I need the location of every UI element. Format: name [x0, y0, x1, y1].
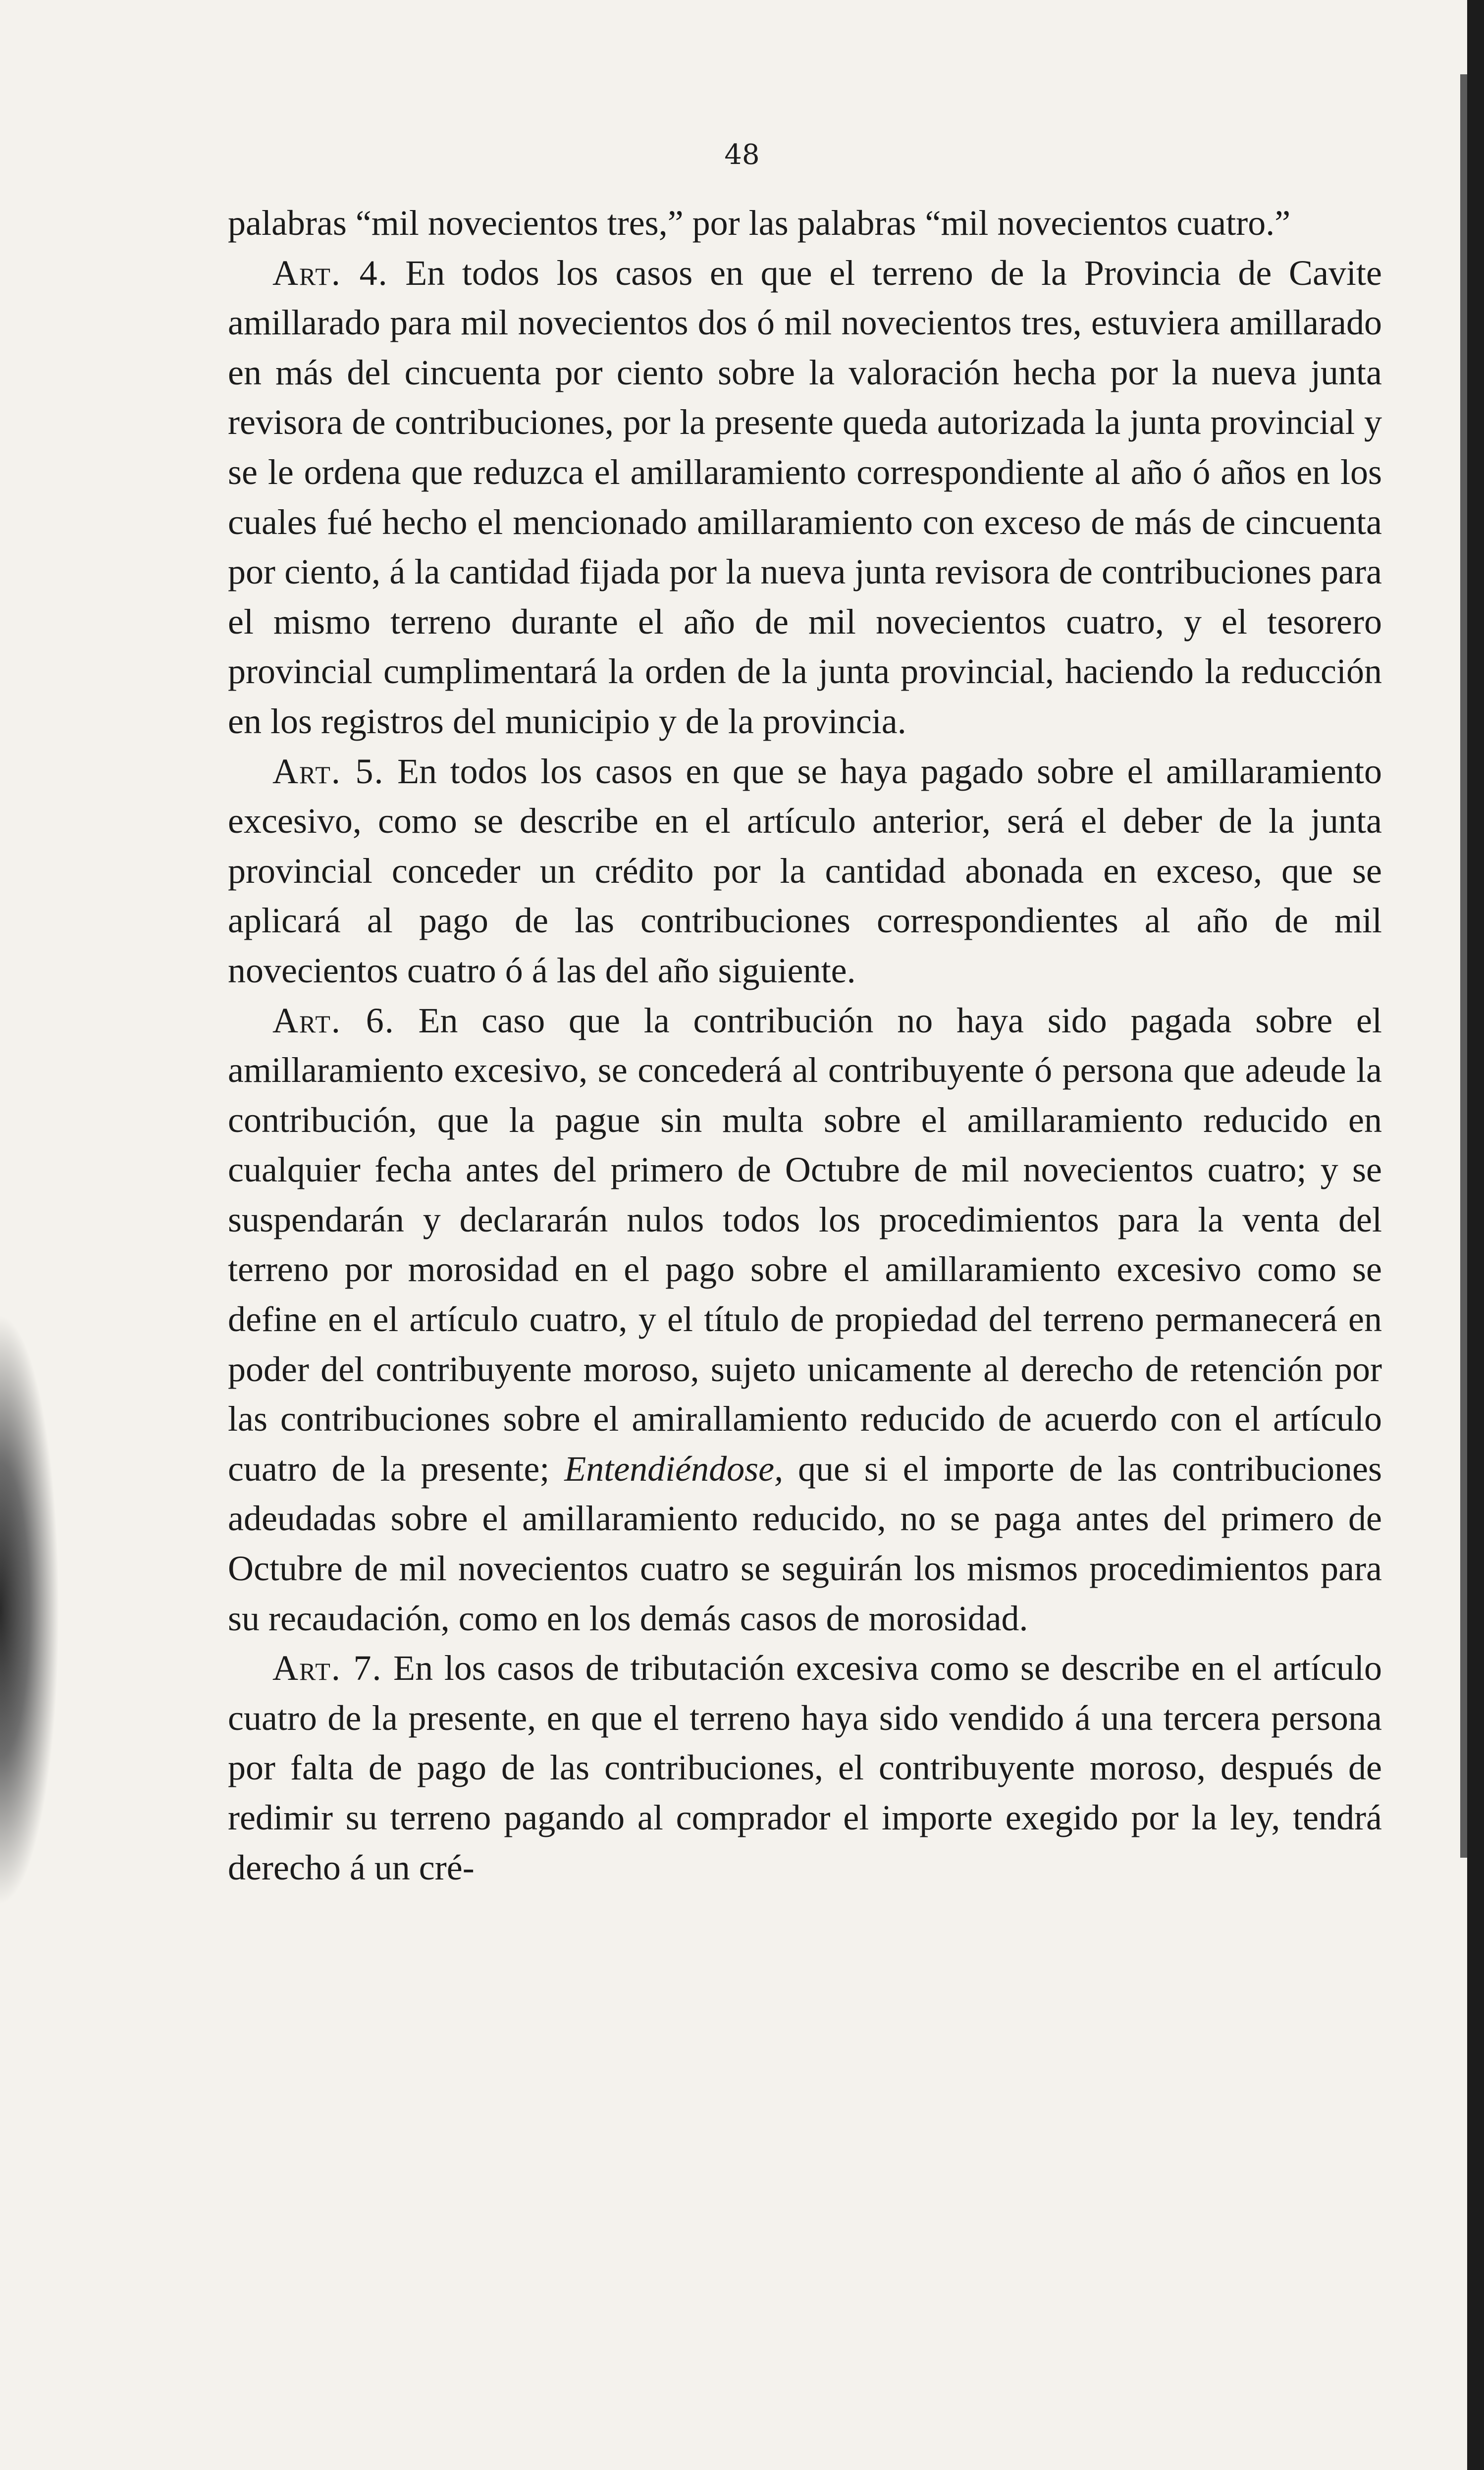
scan-shadow [0, 1313, 59, 1907]
article-text: En los casos de tributación excesiva como se describe en el artículo cuatro de la presente, en que el terreno haya sido vendido á una tercera persona por falta de pago de las contribuciones, el contribuyente moroso, después de redimir su terreno pagando al comprador el importe exegido por la ley, tendrá derecho á un cré- [228, 1648, 1382, 1887]
book-spine-edge [1467, 0, 1484, 2470]
article-label: Art. 4. [272, 253, 388, 293]
article-text: En caso que la contribución no haya sido pagada sobre el amillaramiento excesivo, se concederá al contribuyente ó persona que adeude la contribución, que la pague sin multa sobre el amillaramiento reducido en cualquier fecha antes del primero de Octubre de mil novecientos cuatro; y se suspendarán y declararán nulos todos los procedimientos para la venta del terreno por morosidad en el pago sobre el amillaramiento excesivo como se define en el artículo cuatro, y el título de propiedad del terreno permanecerá en poder del contribuyente moroso, sujeto unicamente al derecho de retención por las contribuciones sobre el amirallamiento reducido de acuerdo con el artículo cuatro de la presente; [228, 1000, 1382, 1489]
article-text-continued: que si el importe de las contribuciones adeudadas sobre el amillaramiento reducido, no se paga antes del primero de Octubre de mil novecientos cuatro se seguirán los mismos procedimientos para su recaudación, como en los demás casos de morosidad. [228, 1449, 1382, 1638]
article-6 [228, 996, 1382, 1644]
book-page-edge [1460, 74, 1467, 1858]
article-5 [228, 747, 1382, 996]
paragraph-text: palabras “mil novecientos tres,” por las palabras “mil novecientos cuatro.” [228, 203, 1291, 243]
article-emphasis: Entendiéndose, [564, 1449, 784, 1489]
article-label: Art. 7. [272, 1648, 382, 1688]
article-7 [228, 1643, 1382, 1892]
page-number: 48 [724, 139, 760, 171]
article-label: Art. 5. [272, 751, 384, 791]
article-label: Art. 6. [272, 1000, 395, 1040]
article-text: En todos los casos en que el terreno de la Provincia de Cavite amillarado para mil novecientos dos ó mil novecientos tres, estuviera amillarado en más del cincuenta por ciento sobre la valoración hecha por la nueva junta revisora de contribuciones, por la presente queda autorizada la junta provincial y se le ordena que reduzca el amillaramiento correspondiente al año ó años en los cuales fué hecho el mencionado amillaramiento con exceso de más de cincuenta por ciento, á la cantidad fijada por la nueva junta revisora de contribuciones para el mismo terreno durante el año de mil novecientos cuatro, y el tesorero provincial cumplimentará la orden de la junta provincial, haciendo la reducción en los registros del municipio y de la provincia. [228, 253, 1382, 741]
article-text: En todos los casos en que se haya pagado sobre el amillaramiento excesivo, como se describe en el artículo anterior, será el deber de la junta provincial conceder un crédito por la cantidad abonada en exceso, que se aplicará al pago de las contribuciones correspondientes al año de mil novecientos cuatro ó á las del año siguiente. [228, 751, 1382, 990]
article-4 [228, 248, 1382, 747]
paragraph-continuation [228, 198, 1382, 248]
body-text [228, 198, 1382, 1892]
